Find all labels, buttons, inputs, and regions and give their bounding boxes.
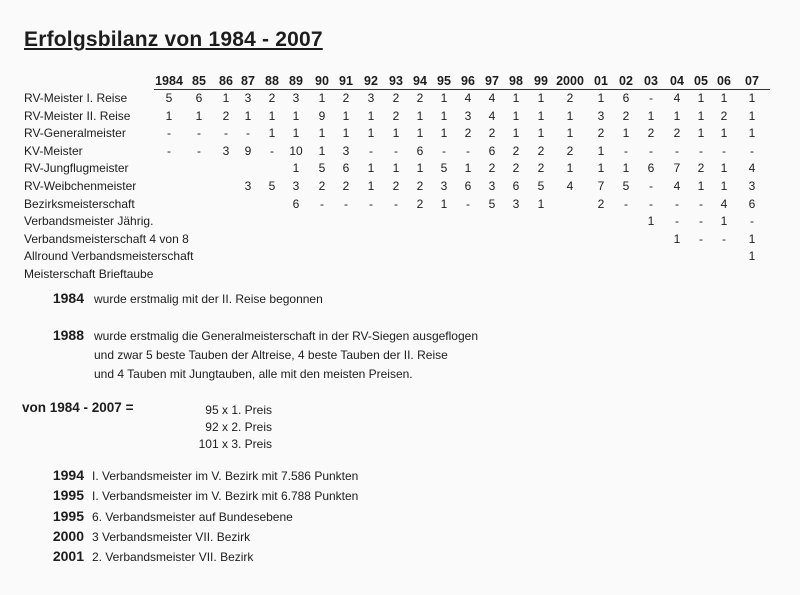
table-cell: 2: [318, 179, 326, 193]
table-cell: -: [649, 179, 653, 193]
year-header: 06: [717, 74, 731, 88]
table-cell: 5: [488, 196, 496, 211]
summary-item: 92 x 2. Preis: [205, 420, 272, 434]
table-cell: 6: [195, 91, 203, 105]
table-cell: 4: [673, 91, 681, 105]
table-cell: 2: [597, 126, 605, 141]
table-cell: 1: [697, 179, 705, 193]
table-cell: 1: [720, 91, 728, 105]
table-cell: -: [675, 143, 679, 158]
table-cell: 1: [697, 108, 705, 123]
table-cell: 1: [720, 214, 728, 229]
achievement-year: 1994: [52, 467, 84, 483]
row-label: RV-Jungflugmeister: [24, 161, 129, 176]
table-cell: 3: [292, 179, 300, 193]
row-label: RV-Weibchenmeister: [24, 179, 137, 193]
achievement-text: 2. Verbandsmeister VII. Bezirk: [92, 550, 254, 564]
table-cell: 5: [318, 161, 326, 176]
table-cell: 1: [566, 108, 574, 123]
table-cell: 2: [537, 161, 545, 176]
achievement-year: 1995: [52, 487, 84, 503]
achievement-year: 1995: [52, 508, 84, 524]
table-cell: 6: [292, 196, 300, 211]
table-cell: -: [675, 196, 679, 211]
table-cell: 2: [416, 179, 424, 193]
year-header: 90: [315, 74, 329, 88]
table-cell: 1: [673, 108, 681, 123]
year-header: 88: [265, 74, 279, 88]
row-label: RV-Meister I. Reise: [24, 91, 128, 105]
table-cell: 1: [440, 126, 448, 141]
note-text: und 4 Tauben mit Jungtauben, alle mit den meisten Preisen.: [94, 367, 413, 381]
table-cell: 5: [165, 91, 173, 105]
year-header: 1984: [155, 74, 183, 88]
table-cell: 2: [392, 108, 400, 123]
table-cell: 6: [748, 196, 756, 211]
row-label: Bezirksmeisterschaft: [24, 196, 135, 211]
table-cell: 4: [488, 108, 496, 123]
table-cell: 1: [537, 108, 545, 123]
table-cell: 2: [392, 179, 400, 193]
table-cell: 7: [597, 179, 605, 193]
table-cell: 5: [440, 161, 448, 176]
year-header: 97: [485, 74, 499, 88]
table-cell: 1: [342, 126, 350, 141]
table-cell: 2: [647, 126, 655, 141]
table-cell: -: [466, 196, 470, 211]
page-title: Erfolgsbilanz von 1984 - 2007: [24, 28, 323, 51]
table-cell: 1: [537, 126, 545, 141]
table-cell: 3: [464, 108, 472, 123]
achievement-text: I. Verbandsmeister im V. Bezirk mit 6.788 Punkten: [92, 489, 359, 503]
table-cell: -: [624, 196, 628, 211]
table-cell: -: [722, 143, 726, 158]
table-cell: 6: [464, 179, 472, 193]
table-cell: 2: [720, 108, 728, 123]
note-text: und zwar 5 beste Tauben der Altreise, 4 beste Tauben der II. Reise: [94, 348, 448, 362]
note-year: 1984: [52, 290, 84, 306]
table-cell: 1: [440, 108, 448, 123]
table-cell: 2: [392, 91, 400, 105]
table-cell: 1: [367, 108, 375, 123]
table-cell: -: [197, 143, 201, 158]
table-cell: 9: [318, 108, 326, 123]
year-header: 87: [241, 74, 255, 88]
achievement-text: 3 Verbandsmeister VII. Bezirk: [92, 530, 251, 544]
header-underline: [154, 89, 770, 90]
table-cell: 1: [537, 91, 545, 105]
table-cell: 1: [622, 126, 630, 141]
table-cell: 2: [416, 91, 424, 105]
table-cell: 1: [748, 108, 756, 123]
table-cell: 1: [416, 126, 424, 141]
table-cell: 3: [244, 91, 252, 105]
table-cell: -: [649, 196, 653, 211]
table-cell: 5: [537, 179, 545, 193]
table-cell: 2: [512, 143, 520, 158]
year-header: 89: [289, 74, 303, 88]
table-cell: 1: [392, 161, 400, 176]
table-cell: 1: [597, 161, 605, 176]
year-header: 07: [745, 74, 759, 88]
year-header: 94: [413, 74, 427, 88]
summary-item: 95 x 1. Preis: [205, 403, 272, 417]
table-cell: 2: [512, 161, 520, 176]
table-cell: -: [224, 126, 228, 141]
table-cell: -: [722, 231, 726, 246]
table-cell: 2: [537, 143, 545, 158]
year-header: 86: [219, 74, 233, 88]
table-cell: 3: [597, 108, 605, 123]
table-cell: 2: [566, 91, 574, 105]
table-cell: 7: [673, 161, 681, 176]
table-cell: -: [320, 196, 324, 211]
table-cell: 1: [697, 126, 705, 141]
achievement-year: 2001: [52, 548, 84, 564]
table-cell: 1: [720, 126, 728, 141]
table-cell: 1: [222, 91, 230, 105]
table-cell: 1: [597, 143, 605, 158]
table-cell: 2: [464, 126, 472, 141]
table-cell: 2: [268, 91, 276, 105]
table-cell: 1: [268, 108, 276, 123]
table-cell: 6: [488, 143, 496, 158]
table-cell: 2: [488, 126, 496, 141]
table-cell: 1: [318, 91, 326, 105]
achievement-text: 6. Verbandsmeister auf Bundesebene: [92, 510, 293, 524]
table-cell: 3: [488, 179, 496, 193]
table-cell: 2: [673, 126, 681, 141]
row-label: RV-Generalmeister: [24, 126, 126, 141]
table-cell: 4: [566, 179, 574, 193]
table-cell: 1: [697, 91, 705, 105]
table-cell: 4: [720, 196, 728, 211]
row-label: Allround Verbandsmeisterschaft: [24, 249, 194, 264]
table-cell: 2: [697, 161, 705, 176]
table-cell: -: [344, 196, 348, 211]
table-cell: 1: [292, 126, 300, 141]
table-cell: -: [699, 214, 703, 229]
table-cell: 1: [748, 91, 756, 105]
table-cell: 1: [416, 161, 424, 176]
table-cell: -: [167, 126, 171, 141]
table-cell: 1: [464, 161, 472, 176]
row-label: KV-Meister: [24, 143, 83, 158]
table-cell: 3: [244, 179, 252, 193]
table-cell: 6: [416, 143, 424, 158]
table-cell: 6: [622, 91, 630, 105]
table-cell: -: [270, 143, 274, 158]
year-header: 02: [619, 74, 633, 88]
table-cell: 1: [165, 108, 173, 123]
table-cell: 3: [222, 143, 230, 158]
table-cell: 1: [367, 161, 375, 176]
table-cell: -: [369, 143, 373, 158]
table-cell: 1: [292, 161, 300, 176]
table-cell: 2: [342, 179, 350, 193]
table-cell: 1: [195, 108, 203, 123]
table-cell: -: [442, 143, 446, 158]
table-cell: 6: [512, 179, 520, 193]
table-cell: -: [369, 196, 373, 211]
table-cell: 1: [244, 108, 252, 123]
table-cell: 1: [566, 126, 574, 141]
table-cell: -: [699, 143, 703, 158]
table-cell: 1: [367, 179, 375, 193]
note-text: wurde erstmalig mit der II. Reise begonnen: [94, 292, 323, 306]
year-header: 01: [594, 74, 608, 88]
table-cell: 1: [748, 231, 756, 246]
table-cell: 10: [289, 143, 303, 158]
table-cell: 1: [720, 179, 728, 193]
table-cell: 1: [720, 161, 728, 176]
table-cell: 1: [318, 126, 326, 141]
table-cell: 2: [342, 91, 350, 105]
table-cell: 3: [367, 91, 375, 105]
table-cell: 6: [647, 161, 655, 176]
year-header: 93: [389, 74, 403, 88]
table-cell: 1: [440, 91, 448, 105]
row-label: Meisterschaft Brieftaube: [24, 267, 154, 281]
table-cell: 4: [673, 179, 681, 193]
table-cell: 5: [268, 179, 276, 193]
table-cell: 1: [647, 214, 655, 229]
table-cell: 1: [512, 126, 520, 141]
table-cell: 2: [622, 108, 630, 123]
table-cell: 2: [416, 196, 424, 211]
achievement-text: I. Verbandsmeister im V. Bezirk mit 7.586 Punkten: [92, 469, 359, 483]
achievement-year: 2000: [52, 528, 84, 544]
table-cell: 3: [512, 196, 520, 211]
table-cell: 1: [318, 143, 326, 158]
table-cell: 1: [512, 108, 520, 123]
table-cell: 1: [392, 126, 400, 141]
table-cell: 9: [244, 143, 252, 158]
table-cell: -: [750, 214, 754, 229]
year-header: 04: [670, 74, 684, 88]
table-cell: -: [167, 143, 171, 158]
table-cell: 1: [537, 196, 545, 211]
table-cell: -: [466, 143, 470, 158]
table-cell: 1: [292, 108, 300, 123]
table-cell: -: [394, 196, 398, 211]
year-header: 96: [461, 74, 475, 88]
table-cell: 1: [268, 126, 276, 141]
table-cell: 1: [597, 91, 605, 105]
row-label: Verbandsmeisterschaft 4 von 8: [24, 231, 189, 246]
table-cell: 1: [342, 108, 350, 123]
table-cell: -: [699, 231, 703, 246]
table-cell: 4: [748, 161, 756, 176]
table-cell: 1: [440, 196, 448, 211]
table-cell: -: [649, 143, 653, 158]
table-cell: 4: [488, 91, 496, 105]
year-header: 98: [509, 74, 523, 88]
row-label: RV-Meister II. Reise: [24, 108, 131, 123]
year-header: 85: [192, 74, 206, 88]
table-cell: -: [394, 143, 398, 158]
summary-label: von 1984 - 2007 =: [22, 400, 134, 415]
table-cell: 1: [512, 91, 520, 105]
table-cell: 5: [622, 179, 630, 193]
table-cell: 6: [342, 161, 350, 176]
table-cell: 2: [488, 161, 496, 176]
table-cell: 1: [647, 108, 655, 123]
table-cell: 3: [748, 179, 756, 193]
summary-item: 101 x 3. Preis: [198, 437, 272, 451]
row-label: Verbandsmeister Jährig.: [24, 214, 154, 229]
table-cell: -: [699, 196, 703, 211]
table-cell: 2: [597, 196, 605, 211]
year-header: 05: [694, 74, 708, 88]
table-cell: -: [624, 143, 628, 158]
table-cell: 1: [416, 108, 424, 123]
table-cell: -: [246, 126, 250, 141]
table-cell: -: [197, 126, 201, 141]
table-cell: -: [649, 91, 653, 105]
table-cell: 3: [440, 179, 448, 193]
year-header: 2000: [556, 74, 584, 88]
table-cell: 1: [748, 249, 756, 264]
note-text: wurde erstmalig die Generalmeisterschaft in der RV-Siegen ausgeflogen: [94, 329, 478, 343]
table-cell: -: [675, 214, 679, 229]
year-header: 99: [534, 74, 548, 88]
table-cell: 2: [566, 143, 574, 158]
table-cell: 4: [464, 91, 472, 105]
year-header: 92: [364, 74, 378, 88]
table-cell: 1: [566, 161, 574, 176]
table-cell: 3: [292, 91, 300, 105]
table-cell: 2: [222, 108, 230, 123]
note-year: 1988: [52, 327, 84, 343]
table-cell: 3: [342, 143, 350, 158]
table-cell: 1: [748, 126, 756, 141]
year-header: 95: [437, 74, 451, 88]
table-cell: -: [750, 143, 754, 158]
year-header: 91: [339, 74, 353, 88]
year-header: 03: [644, 74, 658, 88]
table-cell: 1: [673, 231, 681, 246]
table-cell: 1: [367, 126, 375, 141]
table-cell: 1: [622, 161, 630, 176]
